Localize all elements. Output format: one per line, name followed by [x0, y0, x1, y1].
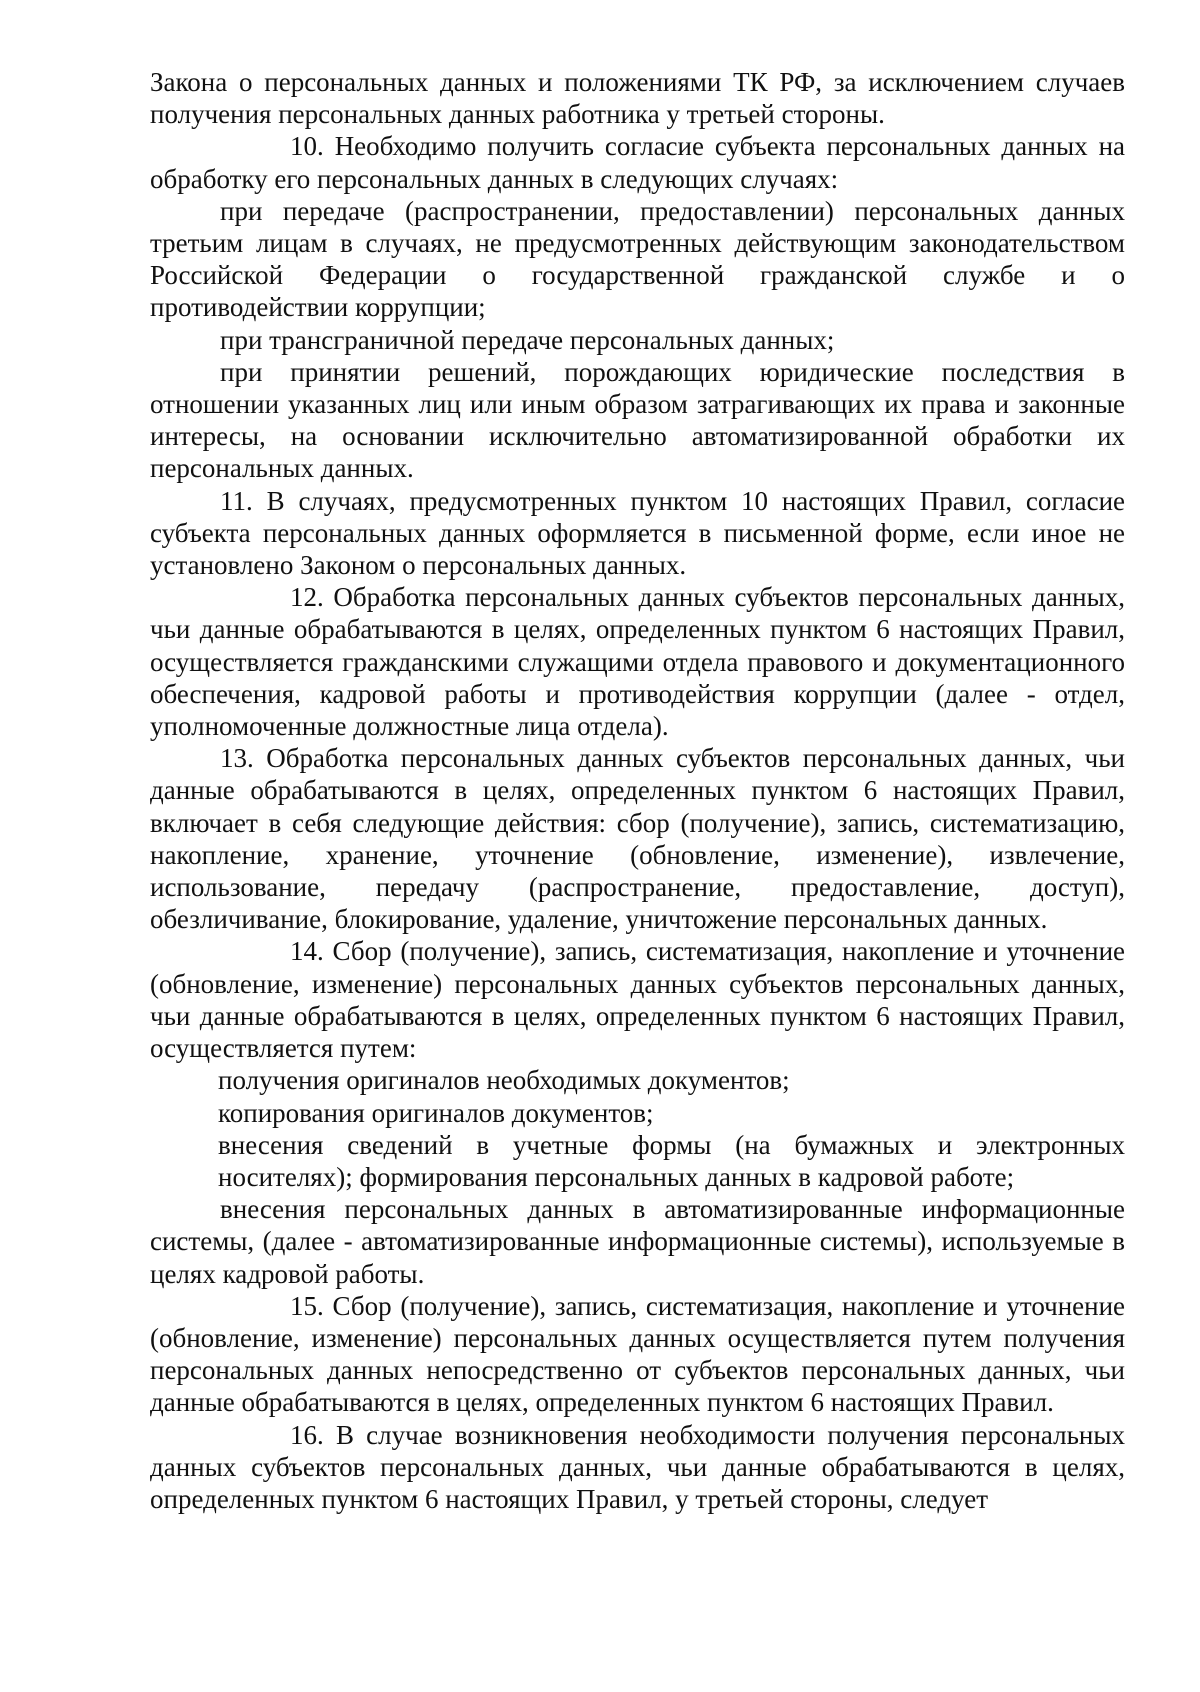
paragraph-number: 13. [220, 743, 254, 774]
paragraph-number: 11. [220, 485, 253, 516]
paragraph-text: внесения персональных данных в автоматизированные информационные системы, (далее - автоматизированные информационные системы), используемые в целях кадровой работы. [150, 1194, 1125, 1289]
paragraph-text: копирования оригиналов документов; [218, 1097, 654, 1128]
paragraph-text: В случае возникновения необходимости получения персональных данных субъектов персональных данных, чьи данные обрабатываются в целях, определенных пунктом 6 настоящих Правил, у третьей стороны, следует [150, 1419, 1125, 1514]
paragraph-text: Необходимо получить согласие субъекта персональных данных на обработку его персональных данных в следующих случаях: [150, 131, 1126, 194]
list-item [150, 1064, 1125, 1096]
paragraph-text: при принятии решений, порождающих юридические последствия в отношении указанных лиц или иным образом затрагивающих их права и законные интересы, на основании исключительно автоматизированной обработки их персональных данных. [150, 356, 1125, 484]
paragraph-continuation [150, 66, 1125, 130]
paragraph-text: внесения сведений в учетные формы (на бумажных и электронных носителях); формирования персональных данных в кадровой работе; [218, 1129, 1125, 1192]
paragraph-text: Сбор (получение), запись, систематизация, накопление и уточнение (обновление, изменение) персональных данных осуществляется путем получения персональных данных непосредственно от субъектов персональных данных, чьи данные обрабатываются в целях, определенных пунктом 6 настоящих Правил. [150, 1290, 1126, 1418]
paragraph-10 [150, 130, 1125, 194]
paragraph-text: Обработка персональных данных субъектов персональных данных, чьи данные обрабатываются в целях, определенных пунктом 6 настоящих Правил, осуществляется гражданскими служащими отдела правового и документационного обеспечения, кадровой работы и противодействия коррупции (далее - отдел, уполномоченные должностные лица отдела). [150, 582, 1126, 742]
paragraph-16 [150, 1419, 1125, 1516]
paragraph-text: Сбор (получение), запись, систематизация, накопление и уточнение (обновление, изменение) персональных данных субъектов персональных данных, чьи данные обрабатываются в целях, определенных пунктом 6 настоящих Правил, осуществляется путем: [150, 936, 1126, 1064]
paragraph-12 [150, 581, 1125, 742]
paragraph-number: 16. [290, 1419, 324, 1450]
paragraph-text: при трансграничной передаче персональных данных; [220, 324, 835, 355]
paragraph-number: 15. [290, 1290, 324, 1321]
paragraph-13 [150, 742, 1125, 935]
document-body [150, 66, 1125, 1515]
paragraph-number: 10. [290, 131, 324, 162]
paragraph-text: В случаях, предусмотренных пунктом 10 настоящих Правил, согласие субъекта персональных данных оформляется в письменной форме, если иное не установлено Законом о персональных данных. [150, 485, 1125, 581]
paragraph-text: Обработка персональных данных субъектов персональных данных, чьи данные обрабатываются в целях, определенных пунктом 6 настоящих Правил, включает в себя следующие действия: сбор (получение), запись, систематизацию, накопление, хранение, уточнение (обновление, изменение), извлечение, использование, передачу (распространение, предоставление, доступ), обезличивание, блокирование, удаление, уничтожение персональных данных. [150, 743, 1125, 935]
paragraph-number: 12. [290, 582, 324, 613]
list-item [150, 356, 1125, 485]
paragraph-text: Закона о персональных данных и положениями ТК РФ, за исключением случаев получения персональных данных работника у третьей стороны. [150, 67, 1125, 130]
paragraph-number: 14. [290, 936, 324, 967]
list-item [150, 1193, 1125, 1290]
list-item [150, 195, 1125, 324]
paragraph-text: при передаче (распространении, предоставлении) персональных данных третьим лицам в случаях, не предусмотренных действующим законодательством Российской Федерации о государственной гражданской службе и о противодействии коррупции; [150, 195, 1125, 323]
list-item [150, 1097, 1125, 1129]
list-item [150, 324, 1125, 356]
paragraph-14 [150, 935, 1125, 1064]
list-item [150, 1129, 1125, 1193]
paragraph-text: получения оригиналов необходимых документов; [218, 1065, 790, 1096]
paragraph-11 [150, 485, 1125, 582]
paragraph-15 [150, 1290, 1125, 1419]
